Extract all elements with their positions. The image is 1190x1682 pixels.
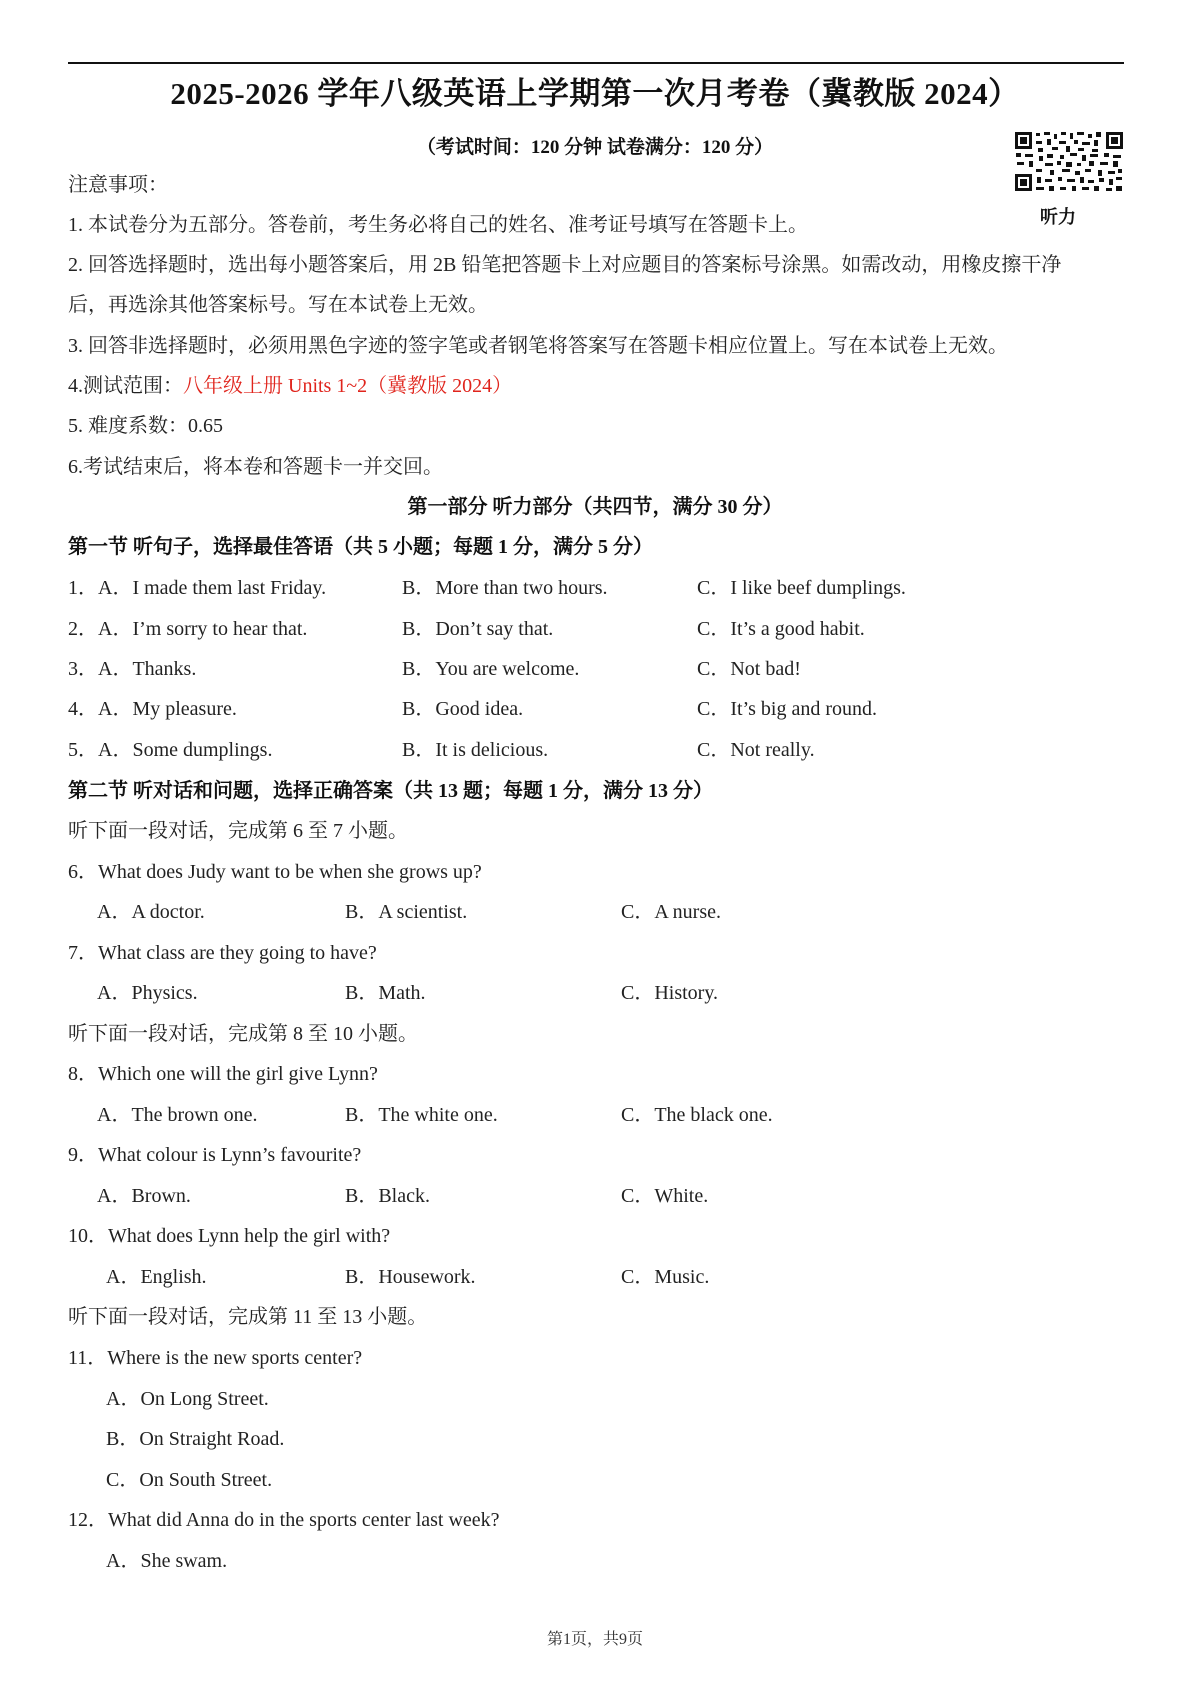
q11-option-b: B．On Straight Road. (106, 1428, 285, 1450)
note-4-range: 八年级上册 Units 1~2（冀教版 2024） (183, 375, 513, 397)
q6-option-a: A．A doctor. (97, 901, 205, 923)
note-5: 5. 难度系数：0.65 (68, 415, 223, 437)
page-title: 2025-2026 学年八级英语上学期第一次月考卷（冀教版 2024） (170, 76, 1020, 111)
q8-option-b: B．The white one. (345, 1104, 498, 1126)
dialogue-intro-1: 听下面一段对话，完成第 6 至 7 小题。 (68, 820, 408, 842)
q9-option-b: B．Black. (345, 1185, 430, 1207)
q2-option-a: 2．A．I’m sorry to hear that. (68, 618, 308, 640)
q10-option-b: B．Housework. (345, 1266, 476, 1288)
q5-option-c: C．Not really. (697, 739, 815, 761)
q8-option-a: A．The brown one. (97, 1104, 258, 1126)
q9-option-c: C．White. (621, 1185, 709, 1207)
note-2-line1: 2. 回答选择题时，选出每小题答案后，用 2B 铅笔把答题卡上对应题目的答案标号涂黑。如需改动，用橡皮擦干净 (68, 254, 1062, 276)
q7-option-c: C．History. (621, 982, 719, 1004)
q1-option-a: 1．A．I made them last Friday. (68, 577, 327, 599)
q2-option-c: C．It’s a good habit. (697, 618, 865, 640)
q7-stem: 7．What class are they going to have? (68, 942, 377, 964)
section-2-title: 第二节 听对话和问题，选择正确答案（共 13 题；每题 1 分，满分 13 分） (68, 780, 713, 802)
q4-option-b: B．Good idea. (402, 698, 524, 720)
q7-option-b: B．Math. (345, 982, 426, 1004)
note-6: 6.考试结束后，将本卷和答题卡一并交回。 (68, 456, 443, 478)
q9-option-a: A．Brown. (97, 1185, 191, 1207)
q1-option-c: C．I like beef dumplings. (697, 577, 906, 599)
q6-option-c: C．A nurse. (621, 901, 721, 923)
exam-info: （考试时间：120 分钟 试卷满分：120 分） (416, 137, 774, 158)
note-4-prefix: 4.测试范围： (68, 375, 183, 397)
q12-option-a: A．She swam. (106, 1550, 228, 1572)
q1-option-b: B．More than two hours. (402, 577, 608, 599)
section-1-title: 第一节 听句子，选择最佳答语（共 5 小题；每题 1 分，满分 5 分） (68, 536, 653, 558)
q6-option-b: B．A scientist. (345, 901, 468, 923)
part-1-title: 第一部分 听力部分（共四节，满分 30 分） (407, 496, 783, 518)
page-number: 第1页，共9页 (546, 1631, 643, 1648)
q8-option-c: C．The black one. (621, 1104, 773, 1126)
note-1: 1. 本试卷分为五部分。答卷前，考生务必将自己的姓名、准考证号填写在答题卡上。 (68, 214, 808, 236)
dialogue-intro-3: 听下面一段对话，完成第 11 至 13 小题。 (68, 1306, 428, 1328)
q6-stem: 6．What does Judy want to be when she grows up? (68, 861, 482, 883)
q4-option-a: 4．A．My pleasure. (68, 698, 237, 720)
q5-option-a: 5．A．Some dumplings. (68, 739, 273, 761)
dialogue-intro-2: 听下面一段对话，完成第 8 至 10 小题。 (68, 1023, 418, 1045)
q11-option-c: C．On South Street. (106, 1469, 273, 1491)
notes-heading: 注意事项： (68, 174, 168, 196)
q12-stem: 12．What did Anna do in the sports center last week? (68, 1509, 500, 1531)
q9-stem: 9．What colour is Lynn’s favourite? (68, 1144, 362, 1166)
q11-stem: 11．Where is the new sports center? (68, 1347, 363, 1369)
qr-label: 听力 (1040, 207, 1076, 228)
note-4 (68, 374, 512, 398)
top-rule (68, 62, 1124, 64)
q4-option-c: C．It’s big and round. (697, 698, 877, 720)
q10-option-c: C．Music. (621, 1266, 710, 1288)
q10-option-a: A．English. (106, 1266, 207, 1288)
q5-option-b: B．It is delicious. (402, 739, 549, 761)
q3-option-b: B．You are welcome. (402, 658, 580, 680)
q3-option-a: 3．A．Thanks. (68, 658, 197, 680)
q2-option-b: B．Don’t say that. (402, 618, 554, 640)
q3-option-c: C．Not bad! (697, 658, 801, 680)
note-2-line2: 后，再选涂其他答案标号。写在本试卷上无效。 (68, 294, 488, 316)
q8-stem: 8．Which one will the girl give Lynn? (68, 1063, 378, 1085)
qr-code-icon[interactable] (1014, 131, 1124, 192)
q10-stem: 10．What does Lynn help the girl with? (68, 1225, 391, 1247)
q11-option-a: A．On Long Street. (106, 1388, 269, 1410)
q7-option-a: A．Physics. (97, 982, 198, 1004)
note-3: 3. 回答非选择题时，必须用黑色字迹的签字笔或者钢笔将答案写在答题卡相应位置上。写在本试卷上无效。 (68, 335, 1008, 357)
